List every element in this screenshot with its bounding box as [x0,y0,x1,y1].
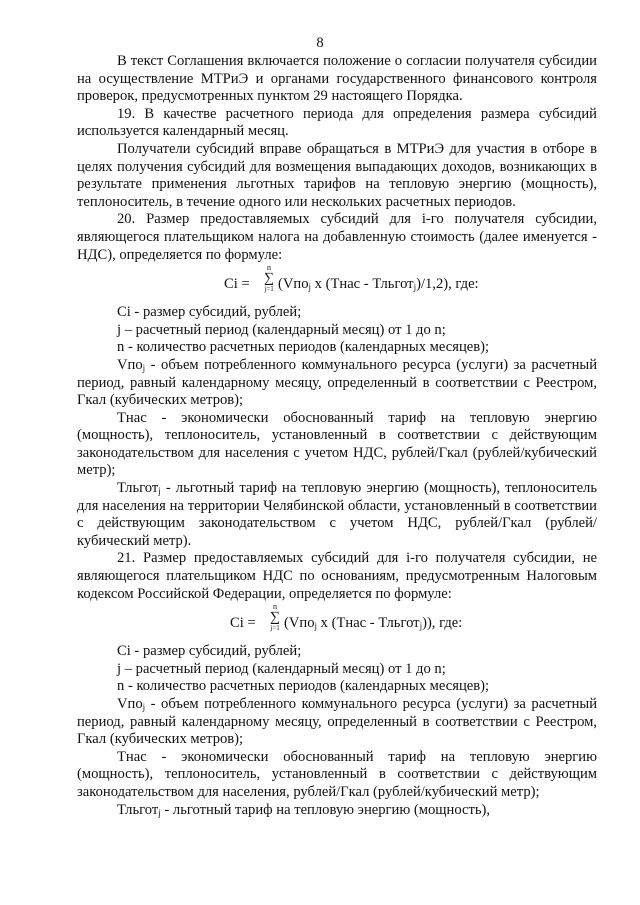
formula-subscript: j [419,621,423,632]
term: Vпо [117,696,143,712]
definition-n: n - количество расчетных периодов (календарных месяцев); [117,339,490,356]
term-definition: - льготный тариф на тепловую энергию (мощность), [160,801,490,818]
formula-20 [77,264,597,304]
formula-rhs-part: (Vпо [278,276,309,293]
formula-21 [77,603,597,643]
definition-vpo [77,357,597,410]
sigma-symbol: ∑ [264,271,274,287]
definition-tlgot [77,480,597,550]
term-subscript: j [158,807,161,818]
term: Vпо [117,356,143,373]
definition-n: n - количество расчетных периодов (календарных месяцев); [117,678,490,695]
formula-rhs-part: )), где: [422,615,463,632]
definition-j: j – расчетный период (календарный месяц) от 1 до n; [117,321,446,338]
formula-subscript: j [314,621,318,632]
formula-rhs [284,615,462,633]
formula-rhs-part: x (Тнас - Тльгот [317,615,420,632]
formula-lhs: Ci = [224,276,250,293]
formula-rhs-part: x (Тнас - Тльгот [311,276,414,293]
paragraph-21: 21. Размер предоставляемых субсидий для i-го получателя субсидии, не являющегося плательщиком НДС по основаниям, предусмотренным Налоговым кодексом Российской Федерации, определяется по формуле: [77,550,597,602]
definition-tlgot [77,802,597,820]
sum-upper-limit: n [273,602,277,612]
definition-tnas: Тнас - экономически обоснованный тариф на тепловую энергию (мощность), теплоноситель, установленный в соответствии с действующим законодательством для населения с учетом НДС, рублей/Гкал (рублей/кубический метр); [77,409,597,479]
formula-rhs [278,276,479,294]
definition-vpo [77,696,597,749]
definition-tnas: Тнас - экономически обоснованный тариф на тепловую энергию (мощность), теплоноситель, установленный в соответствии с действующим законодательством для населения, рублей/Гкал (рублей/кубический метр); [77,748,597,800]
paragraph-19: 19. В качестве расчетного периода для определения размера субсидий используется календарный месяц. [77,105,597,140]
term-definition: - объем потребленного коммунального ресурса (услуги) за расчетный период, равный календарному месяцу, определенный в соответствии с Реестром, Гкал (кубических метров); [77,696,597,748]
term: Тльгот [117,801,159,818]
definition-j: j – расчетный период (календарный месяц) от 1 до n; [117,660,446,677]
definition-ci: Ci - размер субсидий, рублей; [117,643,302,660]
formula-rhs-part: (Vпо [284,615,315,632]
summation-sign [269,603,281,632]
term-definition: - льготный тариф на тепловую энергию (мощность), теплоноситель для населения на территории Челябинской области, установленный в соответствии с действующим законодательством с учетом НДС, рублей/Гкал (рублей/кубический метр). [77,480,597,549]
paragraph-agreement: В текст Соглашения включается положение о согласии получателя субсидии на осуществление МТРиЭ и органами государственного финансового контроля проверок, предусмотренных пунктом 29 настоящего Порядка. [77,53,597,105]
definition-ci: Ci - размер субсидий, рублей; [117,304,302,321]
document-body [77,53,597,819]
term: Тльгот [117,480,159,497]
page-number: 8 [316,35,324,51]
sum-lower-limit: j=1 [264,285,274,294]
term-subscript: j [142,362,146,373]
term-subscript: j [158,486,161,497]
formula-lhs: Ci = [230,615,256,632]
term-subscript: j [142,702,146,712]
formula-subscript: j [413,282,417,293]
sum-upper-limit: n [267,263,271,273]
formula-subscript: j [308,282,312,293]
summation-sign [263,264,275,293]
paragraph-20: 20. Размер предоставляемых субсидий для i-го получателя субсидии, являющегося плательщиком налога на добавленную стоимость (далее именуется - НДС), определяется по формуле: [77,211,597,263]
term-definition: - объем потребленного коммунального ресурса (услуги) за расчетный период, равный календарному месяцу, определенный в соответствии с Реестром, Гкал (кубических метров); [77,356,597,409]
sum-lower-limit: j=1 [270,624,280,633]
sigma-symbol: ∑ [270,610,280,626]
paragraph-19-recipients: Получатели субсидий вправе обращаться в МТРиЭ для участия в отборе в целях получения субсидий для возмещения выпадающих доходов, возникающих в результате применения льготных тарифов на тепловую энергию (мощность), теплоноситель, в течение одного или нескольких расчетных периодов. [77,140,597,210]
formula-rhs-part: )/1,2), где: [416,276,479,293]
